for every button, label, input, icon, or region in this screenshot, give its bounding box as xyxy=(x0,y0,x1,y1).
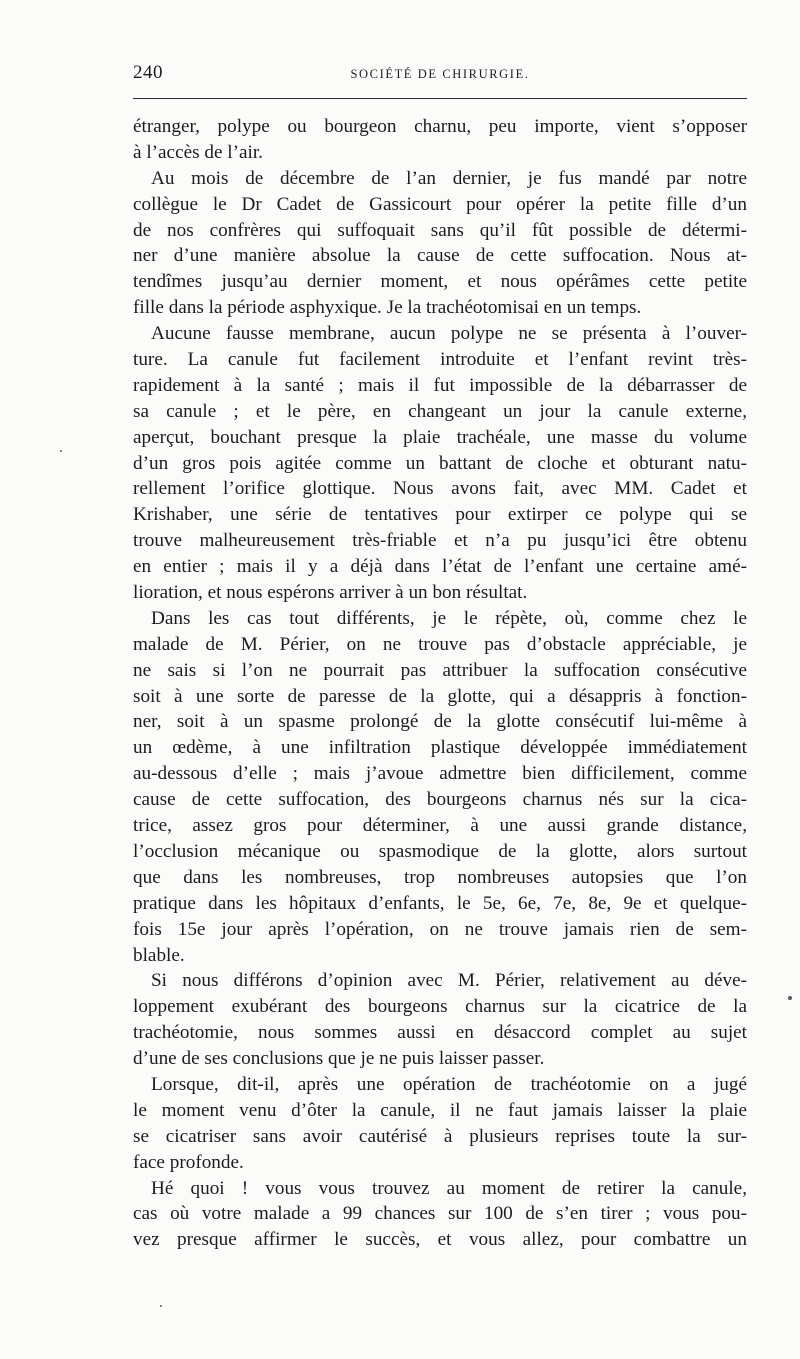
paragraph-start-line: Hé quoi ! vous vous trouvez au moment de retirer la canule, xyxy=(151,1177,747,1199)
text-line: fille dans la période asphyxique. Je la trachéotomisai en un temps. xyxy=(133,297,642,319)
text-line: trice, assez gros pour déterminer, à une aussi grande distance, xyxy=(133,815,747,837)
text-line: blable. xyxy=(133,944,185,966)
page-header xyxy=(133,60,747,88)
text-line: ture. La canule fut facilement introduite et l’enfant revint très- xyxy=(133,349,747,371)
running-head: SOCIÉTÉ DE CHIRURGIE. xyxy=(350,67,530,81)
text-line: cause de cette suffocation, des bourgeons charnus nés sur la cica- xyxy=(133,789,747,811)
text-line: au-dessous d’elle ; mais j’avoue admettre bien difficilement, comme xyxy=(133,763,747,785)
text-line: collègue le Dr Cadet de Gassicourt pour opérer la petite fille d’un xyxy=(133,193,747,215)
paragraph-start-line: Aucune fausse membrane, aucun polype ne se présenta à l’ouver- xyxy=(151,323,747,345)
text-line: à l’accès de l’air. xyxy=(133,141,263,163)
paragraph-start-line: Dans les cas tout différents, je le répète, où, comme chez le xyxy=(151,607,747,629)
text-line: aperçut, bouchant presque la plaie trachéale, une masse du volume xyxy=(133,426,747,448)
header-rule xyxy=(133,98,747,99)
paragraph-start-line: Au mois de décembre de l’an dernier, je fus mandé par notre xyxy=(151,167,747,189)
text-line: ne sais si l’on ne pourrait pas attribuer la suffocation consécutive xyxy=(133,659,747,681)
paragraph-start-line: Lorsque, dit-il, après une opération de trachéotomie on a jugé xyxy=(151,1073,747,1095)
text-line: lioration, et nous espérons arriver à un bon résultat. xyxy=(133,582,528,604)
text-line: vez presque affirmer le succès, et vous allez, pour combattre un xyxy=(133,1229,747,1251)
text-line: ner, soit à un spasme prolongé de la glotte consécutif lui-même à xyxy=(133,711,747,733)
text-line: de nos confrères qui suffoquait sans qu’il fût possible de détermi- xyxy=(133,219,747,241)
text-line: que dans les nombreuses, trop nombreuses autopsies que l’on xyxy=(133,866,747,888)
paper-speck xyxy=(788,996,792,1000)
paragraph-start-line: Si nous différons d’opinion avec M. Périer, relativement au déve- xyxy=(151,970,747,992)
text-line: étranger, polype ou bourgeon charnu, peu importe, vient s’opposer xyxy=(133,116,747,137)
text-line: loppement exubérant des bourgeons charnus sur la cicatrice de la xyxy=(133,996,747,1018)
text-line: d’une de ses conclusions que je ne puis laisser passer. xyxy=(133,1048,545,1070)
text-line: fois 15e jour après l’opération, on ne trouve jamais rien de sem- xyxy=(133,918,747,940)
text-line: face profonde. xyxy=(133,1151,244,1173)
page-number: 240 xyxy=(133,62,163,83)
text-line: soit à une sorte de paresse de la glotte, qui a désappris à fonction- xyxy=(133,685,747,707)
text-line: rellement l’orifice glottique. Nous avons fait, avec MM. Cadet et xyxy=(133,478,747,500)
text-line: cas où votre malade a 99 chances sur 100 de s’en tirer ; vous pou- xyxy=(133,1203,747,1225)
text-line: ner d’une manière absolue la cause de cette suffocation. Nous at- xyxy=(133,245,747,267)
text-line: se cicatriser sans avoir cautérisé à plusieurs reprises toute la sur- xyxy=(133,1125,747,1147)
text-line: pratique dans les hôpitaux d’enfants, le 5e, 6e, 7e, 8e, 9e et quelque- xyxy=(133,892,747,914)
text-line: un œdème, à une infiltration plastique développée immédiatement xyxy=(133,737,747,759)
text-line: trachéotomie, nous sommes aussi en désaccord complet au sujet xyxy=(133,1022,747,1044)
paper-speck xyxy=(60,450,62,452)
body-text xyxy=(133,114,747,1253)
text-line: l’occlusion mécanique ou spasmodique de la glotte, alors surtout xyxy=(133,840,747,862)
paper-speck xyxy=(160,1305,162,1307)
text-line: trouve malheureusement très-friable et n’a pu jusqu’ici être obtenu xyxy=(133,530,747,552)
text-line: en entier ; mais il y a déjà dans l’état de l’enfant une certaine amé- xyxy=(133,556,747,578)
text-line: sa canule ; et le père, en changeant un jour la canule externe, xyxy=(133,400,747,422)
text-line: d’un gros pois agitée comme un battant de cloche et obturant natu- xyxy=(133,452,747,474)
text-line: rapidement à la santé ; mais il fut impossible de la débarrasser de xyxy=(133,374,747,396)
text-line: malade de M. Périer, on ne trouve pas d’obstacle appréciable, je xyxy=(133,633,747,655)
text-line: Krishaber, une série de tentatives pour extirper ce polype qui se xyxy=(133,504,747,526)
text-line: le moment venu d’ôter la canule, il ne faut jamais laisser la plaie xyxy=(133,1099,747,1121)
text-line: tendîmes jusqu’au dernier moment, et nous opérâmes cette petite xyxy=(133,271,747,293)
